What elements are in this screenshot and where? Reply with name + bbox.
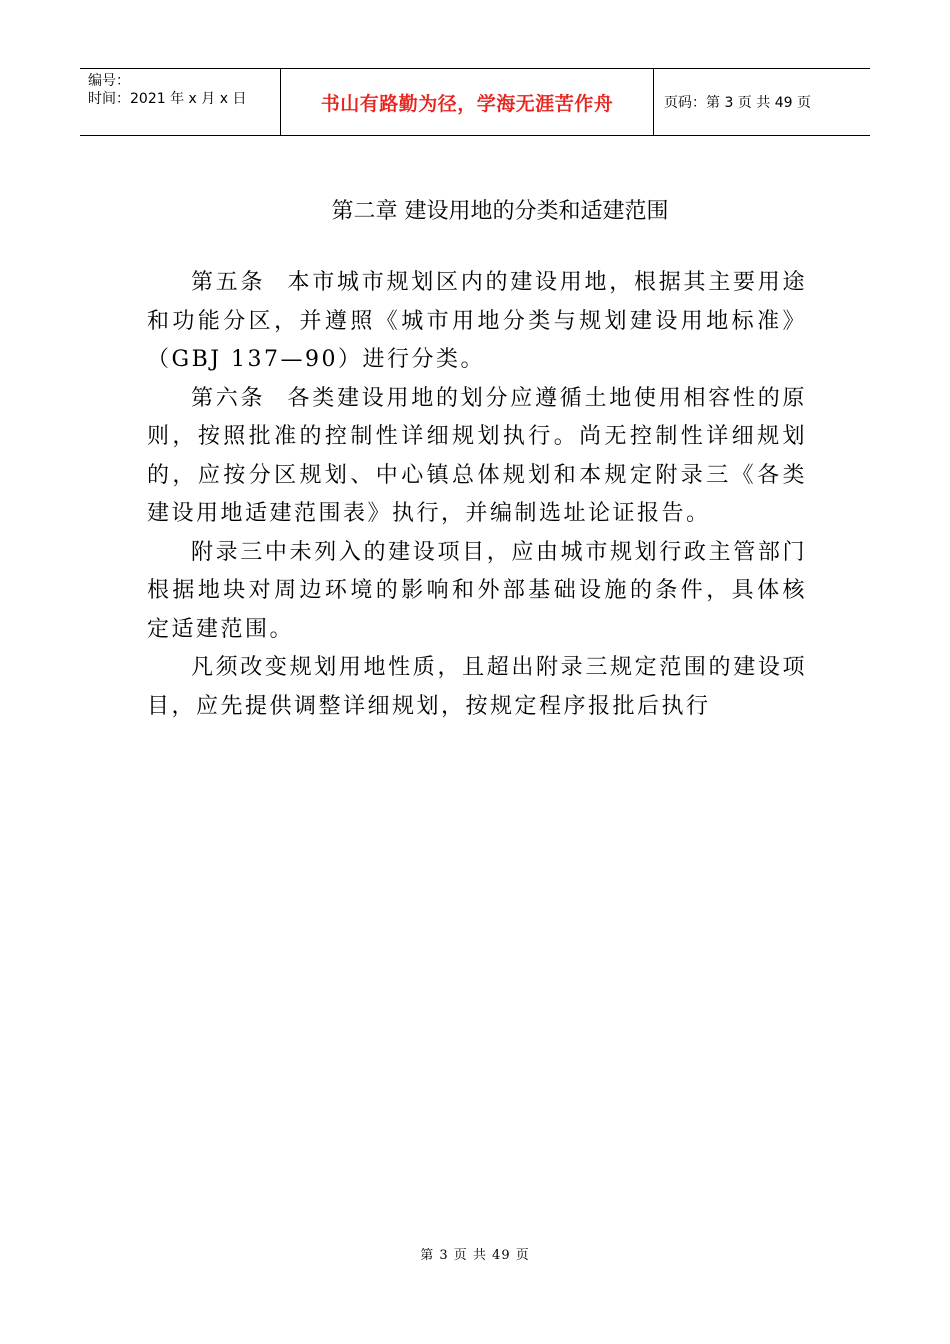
- article-label: 第六条: [191, 385, 266, 411]
- document-date: 时间：2021 年 x 月 x 日: [88, 91, 247, 107]
- paragraph: 附录三中未列入的建设项目，应由城市规划行政主管部门根据地块对周边环境的影响和外部基础设施的条件，具体核定适建范围。: [147, 539, 807, 642]
- chapter-title: 第二章 建设用地的分类和适建范围: [331, 199, 669, 224]
- header-motto: 书山有路勤为径，学海无涯苦作舟: [281, 69, 654, 135]
- article-text: 本市城市规划区内的建设用地，根据其主要用途和功能分区，并遵照《城市用地分类与规划建设用地标准》（GBJ 137—90）进行分类。: [147, 270, 807, 372]
- header-page-info: 页码：第 3 页 共 49 页: [664, 95, 811, 111]
- article-5: [147, 264, 807, 380]
- paragraph: 凡须改变规划用地性质，且超出附录三规定范围的建设项目，应先提供调整详细规划，按规定程序报批后执行: [147, 655, 807, 719]
- article-text: 各类建设用地的划分应遵循土地使用相容性的原则，按照批准的控制性详细规划执行。尚无控制性详细规划的，应按分区规划、中心镇总体规划和本规定附录三《各类建设用地适建范围表》执行，并编制选址论证报告。: [147, 385, 807, 526]
- document-body: [147, 264, 807, 726]
- document-code-label: 编号：: [88, 73, 130, 89]
- article-label: 第五条: [191, 270, 266, 295]
- header-meta: [80, 69, 281, 135]
- article-6: [147, 380, 807, 534]
- page-header: [80, 68, 870, 136]
- page-footer: 第 3 页 共 49 页: [420, 1248, 530, 1263]
